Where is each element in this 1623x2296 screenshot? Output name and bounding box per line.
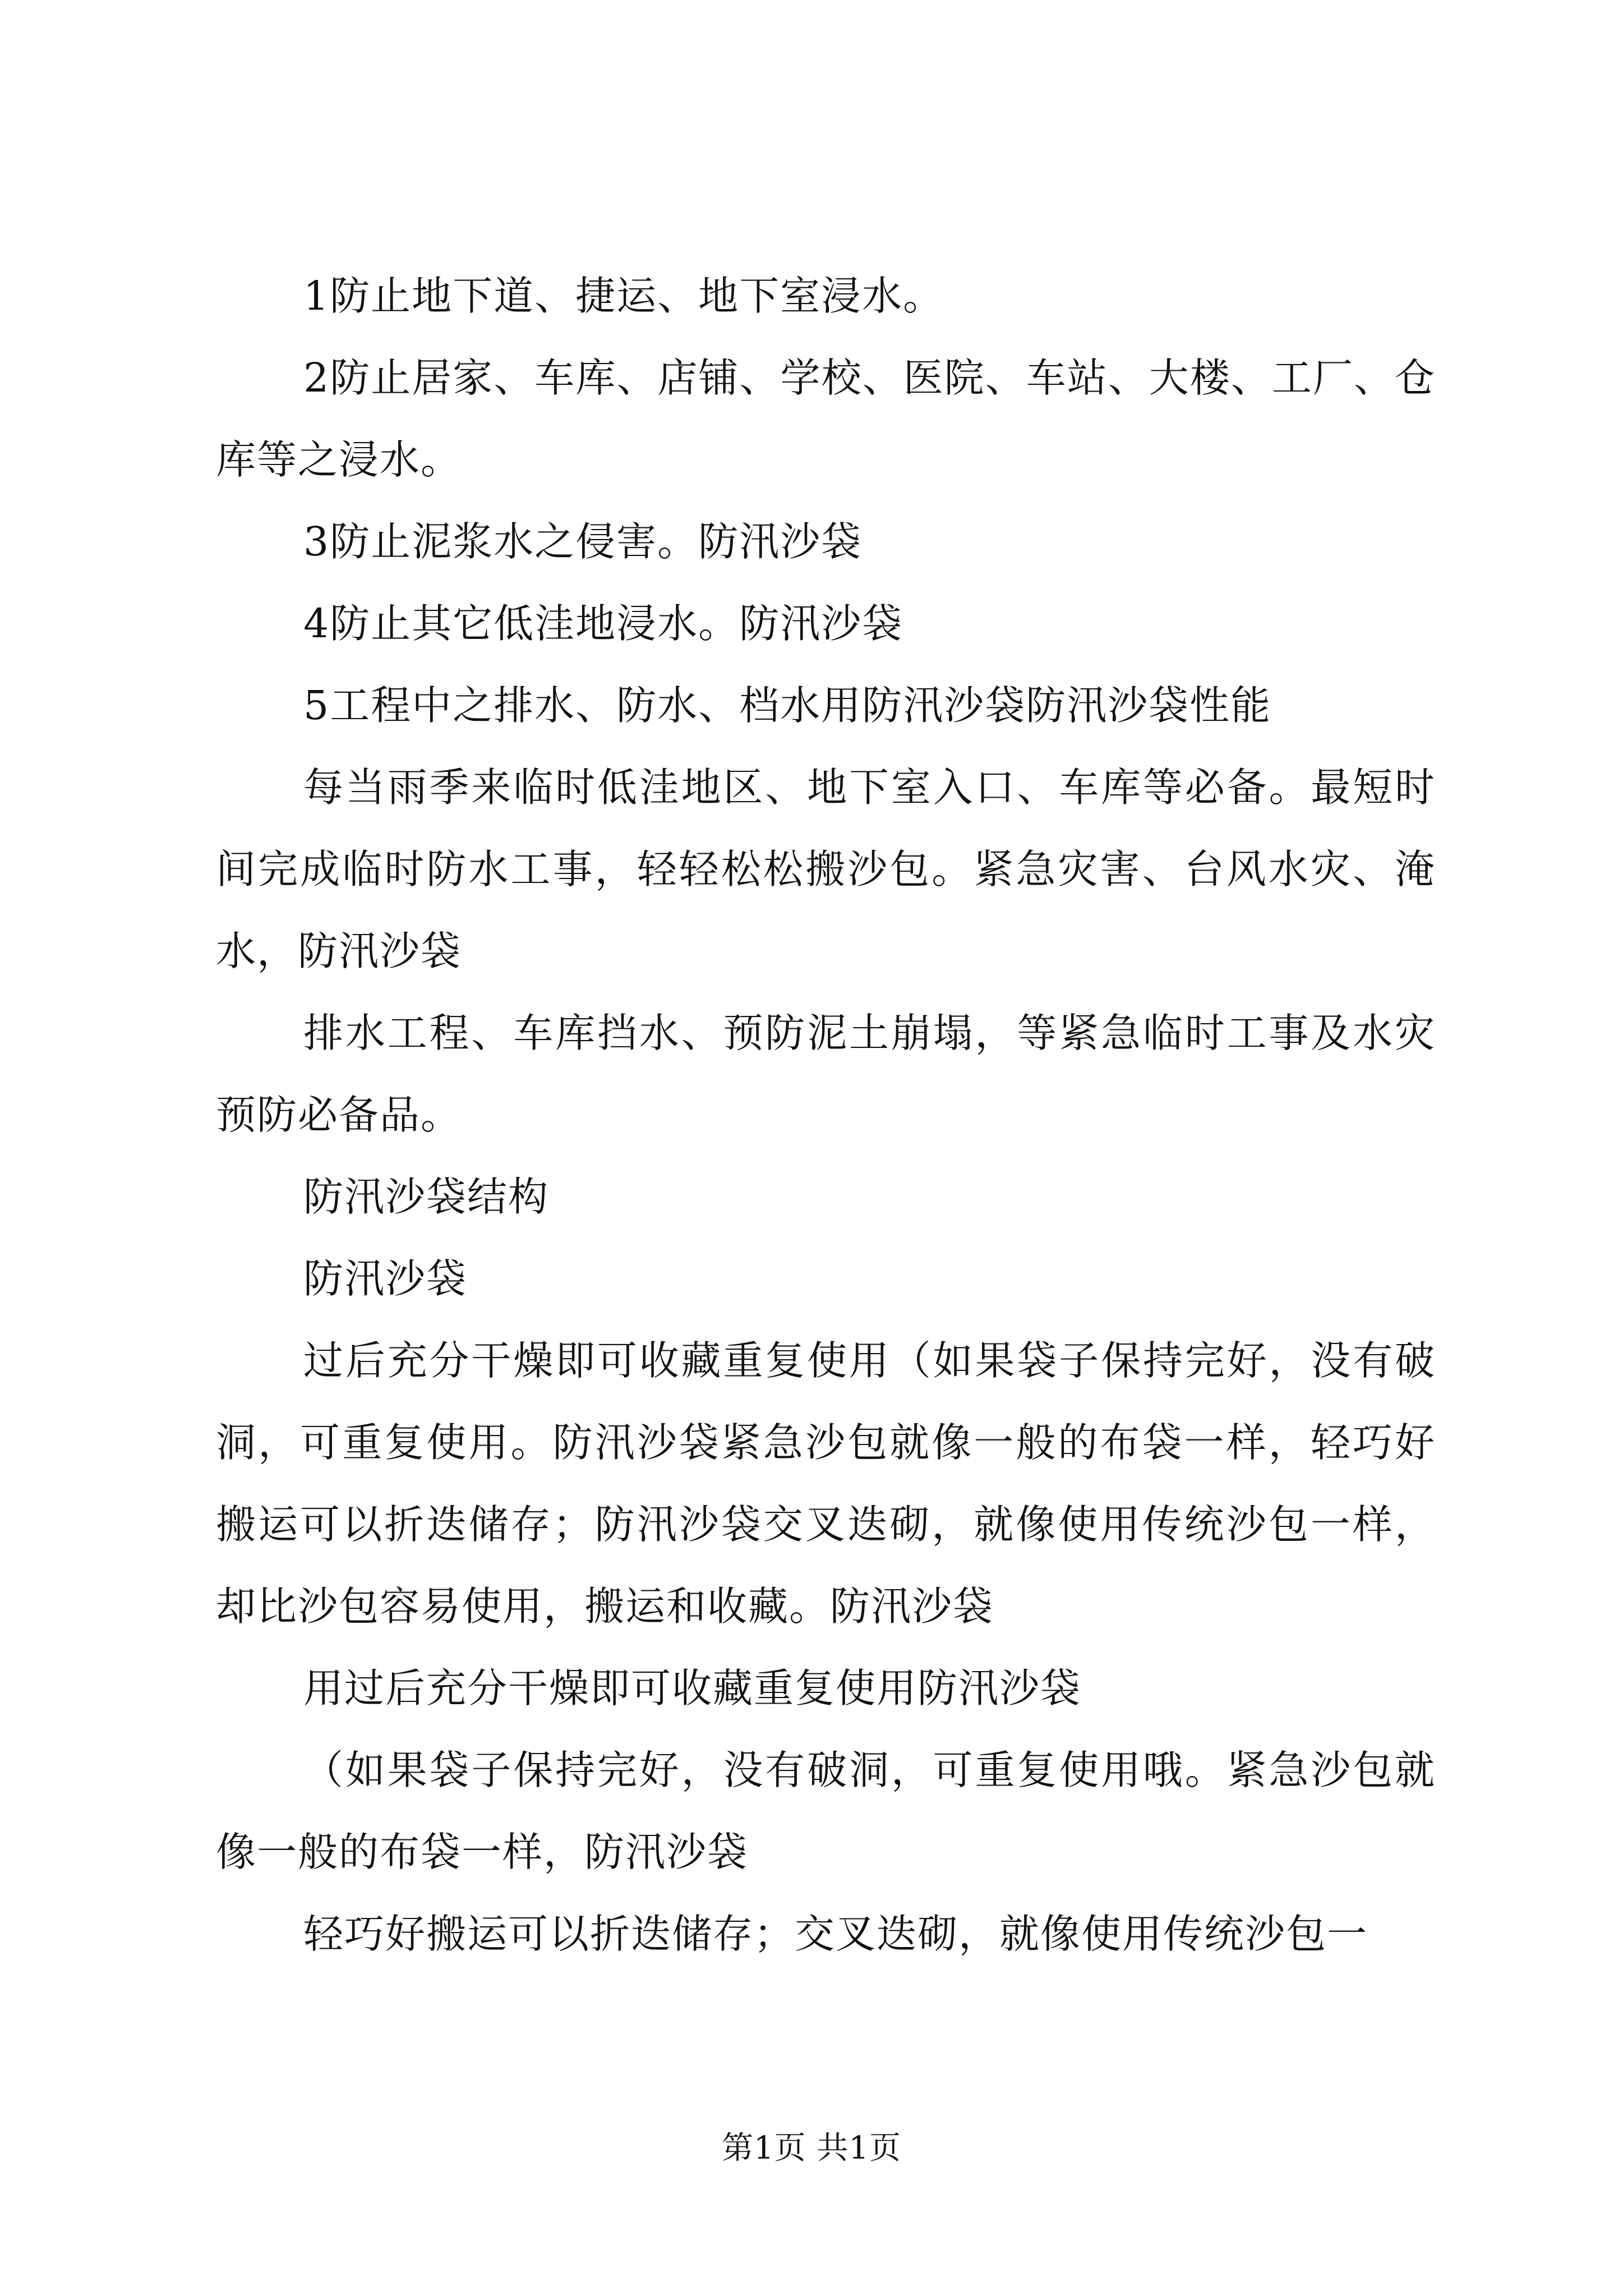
paragraph-item-3: 3防止泥浆水之侵害。防汛沙袋	[303, 518, 863, 565]
paragraph-item-1: 1防止地下道、捷运、地下室浸水。	[303, 273, 944, 319]
page-footer: 第1页 共1页	[721, 2130, 902, 2166]
paragraph-drainage: 排水工程、车库挡水、预防泥土崩塌，等紧急临时工事及水灾预防必备品。	[216, 1010, 1436, 1138]
paragraph-intact-bag: （如果袋子保持完好，没有破洞，可重复使用哦。紧急沙包就像一般的布袋一样，防汛沙袋	[216, 1747, 1436, 1875]
paragraph-light-portable: 轻巧好搬运可以折迭储存；交叉迭砌，就像使用传统沙包一	[303, 1911, 1368, 1957]
paragraph-item-4: 4防止其它低洼地浸水。防汛沙袋	[303, 600, 903, 647]
paragraph-sandbag-label: 防汛沙袋	[303, 1255, 468, 1302]
paragraph-dry-storage: 用过后充分干燥即可收藏重复使用防汛沙袋	[303, 1665, 1082, 1711]
document-body	[216, 255, 1436, 1975]
paragraph-reuse: 过后充分干燥即可收藏重复使用（如果袋子保持完好，没有破洞，可重复使用。防汛沙袋紧急沙包就像一般的布袋一样，轻巧好搬运可以折迭储存；防汛沙袋交叉迭砌，就像使用传统沙包一样，却比沙包容易使用，搬运和收藏。防汛沙袋	[216, 1337, 1436, 1630]
paragraph-item-2: 2防止居家、车库、店铺、学校、医院、车站、大楼、工厂、仓库等之浸水。	[216, 355, 1436, 483]
paragraph-rainy-season: 每当雨季来临时低洼地区、地下室入口、车库等必备。最短时间完成临时防水工事，轻轻松松搬沙包。紧急灾害、台风水灾、淹水，防汛沙袋	[216, 764, 1436, 974]
paragraph-item-5: 5工程中之排水、防水、档水用防汛沙袋防汛沙袋性能	[303, 682, 1272, 729]
paragraph-structure-heading: 防汛沙袋结构	[303, 1174, 550, 1220]
